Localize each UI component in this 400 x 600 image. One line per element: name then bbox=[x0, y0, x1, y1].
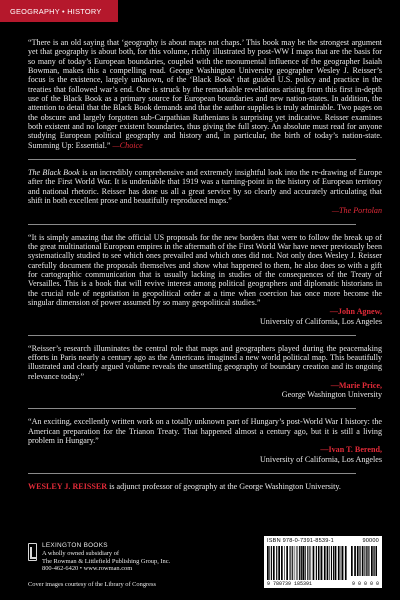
barcode-bar bbox=[299, 546, 300, 580]
barcode-bar bbox=[333, 546, 334, 580]
review-quote: is an incredibly comprehensive and extremely insightful look into the re-drawing of Europe after the First World War. It is undeniable that 1919 was a turning-point in the history of European territory and national rhetoric. Reisser has done us all a great service by so clearly and accurately articulating that shift in both excellent prose and beautifully reproduced maps.” bbox=[28, 168, 382, 206]
publisher-name: LEXINGTON BOOKS bbox=[42, 542, 108, 549]
barcode-bar bbox=[331, 546, 332, 580]
barcode-digits-row bbox=[267, 581, 379, 587]
publisher-line: A wholly owned subsidiary of bbox=[42, 549, 120, 557]
review-source: —Choice bbox=[112, 140, 143, 150]
author-bio bbox=[28, 482, 382, 492]
review-attribution bbox=[28, 381, 382, 399]
reviewer-affiliation: University of California, Los Angeles bbox=[259, 316, 382, 326]
author-name: WESLEY J. REISSER bbox=[28, 481, 108, 491]
publisher-logo-icon bbox=[28, 543, 37, 561]
divider bbox=[28, 473, 356, 474]
barcode-bar bbox=[364, 546, 365, 576]
review-price bbox=[28, 344, 382, 400]
category-label: GEOGRAPHY • HISTORY bbox=[10, 6, 102, 16]
price-code: 90000 bbox=[362, 538, 379, 544]
review-text bbox=[28, 168, 382, 205]
barcode-bar bbox=[342, 546, 344, 580]
review-quote: “An exciting, excellently written work on a totally unknown part of Hungary’s post-World War I history: the American preparation for the Trianon Treaty. That happened almost a century ago, but it is still a living problem in Hungary.” bbox=[28, 417, 382, 446]
barcode-bar bbox=[307, 546, 308, 580]
barcode-bar bbox=[324, 546, 326, 580]
barcode-bar bbox=[345, 546, 347, 580]
barcode-bar bbox=[368, 546, 369, 576]
divider bbox=[28, 159, 356, 160]
barcode-bar bbox=[338, 546, 340, 580]
barcode-bar bbox=[320, 546, 321, 580]
review-text bbox=[28, 417, 382, 445]
addon-digits: 9 0 0 0 0 bbox=[351, 581, 379, 587]
barcode-bar bbox=[294, 546, 295, 580]
barcode-bar bbox=[321, 546, 323, 580]
barcode-bar bbox=[284, 546, 285, 580]
barcode-bar bbox=[374, 546, 375, 576]
barcode-bar bbox=[313, 546, 315, 580]
review-quote: “It is simply amazing that the official US proposals for the new borders that were to follow the break up of the great multinational European empires in the aftermath of the First World War have never previously been systematically studied to see which ones prevailed and which ones did not. Not only does Wesley J. Reisser carefully document the proposals themselves and show what happened to them, he also does so with a gift for cartographic communication that is usually lacking in studies of the consequences of the Treaty of Versailles. This is a book that will revive interest among political geographers and diplomatic historians in the crucial role of negotiation in geopolitical order at a time when coercion has once more become the singular dimension of power assumed by so many geopolitical studies.” bbox=[28, 232, 382, 308]
barcode-bar bbox=[351, 546, 353, 576]
barcode-bar bbox=[276, 546, 277, 580]
barcode-bar bbox=[371, 546, 373, 576]
barcode-bar bbox=[357, 546, 359, 576]
addon-barcode-graphic bbox=[351, 546, 377, 576]
category-band bbox=[0, 0, 118, 22]
reviewer-name: —Marie Price, bbox=[330, 381, 382, 391]
barcode-bar bbox=[311, 546, 312, 580]
barcode-bar bbox=[281, 546, 283, 580]
cover-credit: Cover images courtesy of the Library of Congress bbox=[28, 581, 156, 588]
review-text bbox=[28, 38, 382, 150]
isbn-barcode bbox=[264, 536, 382, 588]
barcode-bar bbox=[273, 546, 275, 580]
review-berend bbox=[28, 417, 382, 463]
barcode-bar bbox=[302, 546, 304, 580]
review-attribution bbox=[28, 307, 382, 325]
barcode-bar bbox=[335, 546, 337, 580]
barcode-bar bbox=[359, 546, 360, 576]
publisher-text bbox=[42, 542, 198, 573]
barcode-bar bbox=[298, 546, 299, 580]
barcode-bar bbox=[362, 546, 364, 576]
divider bbox=[28, 408, 356, 409]
review-attribution bbox=[28, 206, 382, 215]
reviewer-name: —Ivan T. Berend, bbox=[320, 445, 382, 455]
barcode-bar bbox=[341, 546, 342, 580]
barcode-bar bbox=[290, 546, 291, 580]
barcode-bar bbox=[278, 546, 280, 580]
ean-barcode-graphic bbox=[267, 546, 347, 580]
review-attribution bbox=[28, 445, 382, 463]
barcode-bar bbox=[271, 546, 272, 580]
review-quote: “Reisser’s research illuminates the central role that maps and geographers played during the peacemaking efforts in Paris nearly a century ago as the Americans imagined a new world political map. This beautifully illustrated and clearly argued volume reveals the unsettling geography of boundary creation and its ongoing relevance today.” bbox=[28, 343, 382, 381]
barcode-bar bbox=[301, 546, 302, 580]
barcode-bar bbox=[327, 546, 329, 580]
author-bio-text: is adjunct professor of geography at the George Washington University. bbox=[107, 481, 341, 491]
barcode-bar bbox=[376, 546, 377, 576]
review-portolan bbox=[28, 168, 382, 215]
barcode-bar bbox=[267, 546, 269, 580]
review-source: —The Portolan bbox=[331, 205, 382, 215]
divider bbox=[28, 335, 356, 336]
publisher-contact: 800-462-6420 • www.rowman.com bbox=[42, 565, 133, 573]
barcode-bar bbox=[296, 546, 297, 580]
divider bbox=[28, 224, 356, 225]
barcode-bar bbox=[318, 546, 319, 580]
barcode-bar bbox=[354, 546, 356, 576]
ean-digits: 9 780739 185391 bbox=[267, 581, 313, 587]
reviews-column bbox=[28, 38, 382, 491]
publisher-block bbox=[28, 542, 198, 573]
barcode-bar bbox=[316, 546, 317, 580]
publisher-line: The Rowman & Littlefield Publishing Group, Inc. bbox=[42, 557, 171, 565]
reviewer-affiliation: George Washington University bbox=[281, 390, 382, 400]
isbn-label-row bbox=[267, 538, 379, 544]
review-quote: “There is an old saying that ‘geography is about maps not chaps.’ This book may be the strongest argument yet that geography is about both, for this volume, richly illustrated by post-WW I maps that are the basis for so many of today’s European boundaries, coupled with the monumental influence of the geographer Isaiah Bowman, makes this a compelling read. George Washington University geographer Wesley J. Reisser’s focus is the existence, largely unknown, of the ‘Black Book’ that guided U.S. policy and practice in the treaties that followed war’s end. One is struck by the remarkable revelations arising from this first in-depth use of the Black Book as a primary source for European boundaries and new nation-states. In addition, the attention to detail that the Black Book demands and that the author supplies is truly admirable. Two pages on the obscure and largely forgotten sub-Carpathian Ruthenians is surprising yet indicative. Reisser examines both existent and no longer existent boundaries, thus giving the full story. An absolute must read for anyone studying European political geography and history and, in particular, the birth of today’s nation-state. Summing Up: Essential.” bbox=[28, 38, 382, 150]
barcode-bar bbox=[269, 546, 270, 580]
isbn-number: ISBN 978-0-7391-8539-1 bbox=[267, 538, 334, 544]
review-text bbox=[28, 344, 382, 381]
barcode-bar bbox=[309, 546, 310, 580]
barcode-bar bbox=[292, 546, 293, 580]
book-title: The Black Book bbox=[28, 168, 80, 178]
barcode-bar bbox=[367, 546, 368, 576]
reviewer-affiliation: University of California, Los Angeles bbox=[259, 454, 382, 464]
review-choice bbox=[28, 38, 382, 150]
review-agnew bbox=[28, 233, 382, 326]
barcode-bar bbox=[286, 546, 288, 580]
barcode-bar bbox=[366, 546, 367, 576]
barcode-bar bbox=[373, 546, 374, 576]
barcode-bar bbox=[305, 546, 306, 580]
barcode-bar bbox=[360, 546, 361, 576]
barcode-bars bbox=[267, 546, 379, 580]
review-text bbox=[28, 233, 382, 308]
reviewer-name: —John Agnew, bbox=[329, 307, 382, 317]
barcode-bar bbox=[329, 546, 330, 580]
